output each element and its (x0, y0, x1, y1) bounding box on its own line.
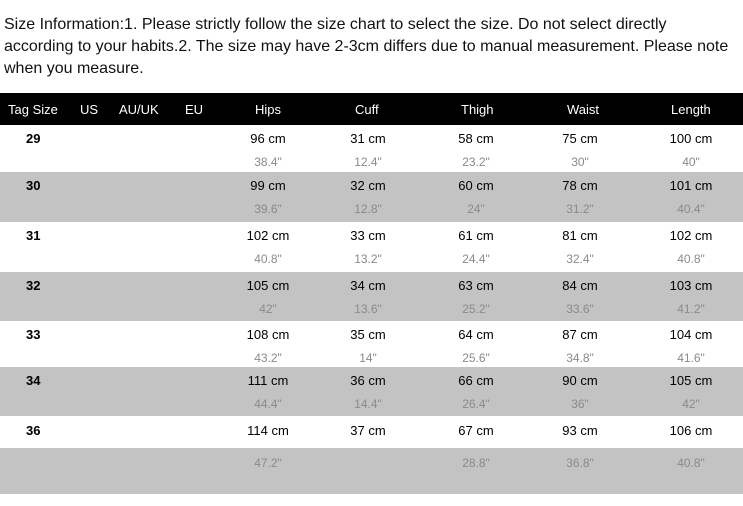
table-row (0, 367, 743, 416)
thigh-cm-cell: 67 cm (458, 423, 494, 438)
table-row (0, 222, 743, 272)
waist-cm-cell: 93 cm (562, 423, 598, 438)
header-au-uk: AU/UK (119, 102, 159, 117)
thigh-cm-cell: 66 cm (458, 373, 494, 388)
header-eu: EU (185, 102, 204, 117)
table-row (0, 125, 743, 172)
length-inch-cell: 41.2" (677, 302, 705, 316)
waist-inch-cell: 34.8" (566, 351, 594, 365)
cuff-inch-cell: 12.4" (354, 155, 382, 169)
waist-cm-cell: 84 cm (562, 278, 598, 293)
tag-size-cell: 34 (26, 373, 41, 388)
hips-cm-cell: 96 cm (250, 131, 286, 146)
cuff-cm-cell: 31 cm (350, 131, 386, 146)
thigh-inch-cell: 25.6" (462, 351, 490, 365)
cuff-inch-cell: 14" (359, 351, 377, 365)
cuff-inch-cell: 13.6" (354, 302, 382, 316)
hips-cm-cell: 102 cm (246, 228, 290, 243)
thigh-inch-cell: 24.4" (462, 252, 490, 266)
table-row (0, 272, 743, 321)
header-thigh: Thigh (461, 102, 494, 117)
size-information-text: Size Information:1. Please strictly follow the size chart to select the size. Do not select directly according to your habits.2. The size may have 2-3cm differs due to manual measurement. Please note when you measure. (4, 16, 729, 77)
thigh-cm-cell: 64 cm (458, 327, 494, 342)
tag-size-cell: 30 (26, 178, 41, 193)
length-cm-cell: 106 cm (669, 423, 713, 438)
waist-inch-cell: 32.4" (566, 252, 594, 266)
hips-inch-cell: 42" (259, 302, 277, 316)
waist-cm-cell: 87 cm (562, 327, 598, 342)
waist-cm-cell: 75 cm (562, 131, 598, 146)
hips-inch-cell: 40.8" (254, 252, 282, 266)
thigh-cm-cell: 63 cm (458, 278, 494, 293)
length-inch-cell: 40.4" (677, 202, 705, 216)
length-inch-cell: 41.6" (677, 351, 705, 365)
hips-cm-cell: 99 cm (250, 178, 286, 193)
hips-inch-cell: 38.4" (254, 155, 282, 169)
cuff-cm-cell: 36 cm (350, 373, 386, 388)
cuff-cm-cell: 33 cm (350, 228, 386, 243)
thigh-cm-cell: 60 cm (458, 178, 494, 193)
length-cm-cell: 101 cm (669, 178, 713, 193)
hips-cm-cell: 111 cm (247, 373, 289, 388)
length-cm-cell: 103 cm (669, 278, 713, 293)
table-row (0, 172, 743, 222)
thigh-inch-cell: 24" (467, 202, 485, 216)
length-cm-cell: 104 cm (669, 327, 713, 342)
thigh-inch-cell: 25.2" (462, 302, 490, 316)
table-row (0, 321, 743, 367)
hips-cm-cell: 108 cm (246, 327, 290, 342)
length-inch-cell: 40.8" (677, 456, 705, 470)
header-hips: Hips (255, 102, 282, 117)
row-inch-band (0, 448, 743, 494)
cuff-cm-cell: 34 cm (350, 278, 386, 293)
header-length: Length (671, 102, 711, 117)
length-cm-cell: 100 cm (669, 131, 713, 146)
hips-inch-cell: 39.6" (254, 202, 282, 216)
waist-inch-cell: 30" (571, 155, 589, 169)
waist-cm-cell: 81 cm (562, 228, 598, 243)
hips-cm-cell: 105 cm (246, 278, 290, 293)
cuff-cm-cell: 35 cm (350, 327, 386, 342)
length-inch-cell: 40.8" (677, 252, 705, 266)
thigh-cm-cell: 61 cm (458, 228, 494, 243)
hips-inch-cell: 44.4" (254, 397, 282, 411)
tag-size-cell: 36 (26, 423, 41, 438)
thigh-cm-cell: 58 cm (458, 131, 494, 146)
header-cuff: Cuff (355, 102, 379, 117)
tag-size-cell: 31 (26, 228, 41, 243)
waist-inch-cell: 36" (571, 397, 589, 411)
hips-inch-cell: 47.2" (254, 456, 282, 470)
cuff-inch-cell: 14.4" (354, 397, 382, 411)
cuff-inch-cell: 13.2" (354, 252, 382, 266)
cuff-cm-cell: 32 cm (350, 178, 386, 193)
hips-cm-cell: 114 cm (247, 423, 289, 438)
table-row (0, 416, 743, 506)
cuff-inch-cell: 12.8" (354, 202, 382, 216)
length-cm-cell: 105 cm (669, 373, 713, 388)
header-us: US (80, 102, 99, 117)
tag-size-cell: 33 (26, 327, 41, 342)
waist-inch-cell: 33.6" (566, 302, 594, 316)
hips-inch-cell: 43.2" (254, 351, 282, 365)
thigh-inch-cell: 23.2" (462, 155, 490, 169)
waist-inch-cell: 36.8" (566, 456, 594, 470)
waist-inch-cell: 31.2" (566, 202, 594, 216)
header-tag-size: Tag Size (8, 102, 58, 117)
length-inch-cell: 42" (682, 397, 700, 411)
length-cm-cell: 102 cm (669, 228, 713, 243)
waist-cm-cell: 78 cm (562, 178, 598, 193)
length-inch-cell: 40" (682, 155, 700, 169)
tag-size-cell: 32 (26, 278, 41, 293)
cuff-cm-cell: 37 cm (350, 423, 386, 438)
thigh-inch-cell: 26.4" (462, 397, 490, 411)
tag-size-cell: 29 (26, 131, 41, 146)
size-table-header (0, 93, 743, 125)
waist-cm-cell: 90 cm (562, 373, 598, 388)
header-waist: Waist (567, 102, 600, 117)
thigh-inch-cell: 28.8" (462, 456, 490, 470)
